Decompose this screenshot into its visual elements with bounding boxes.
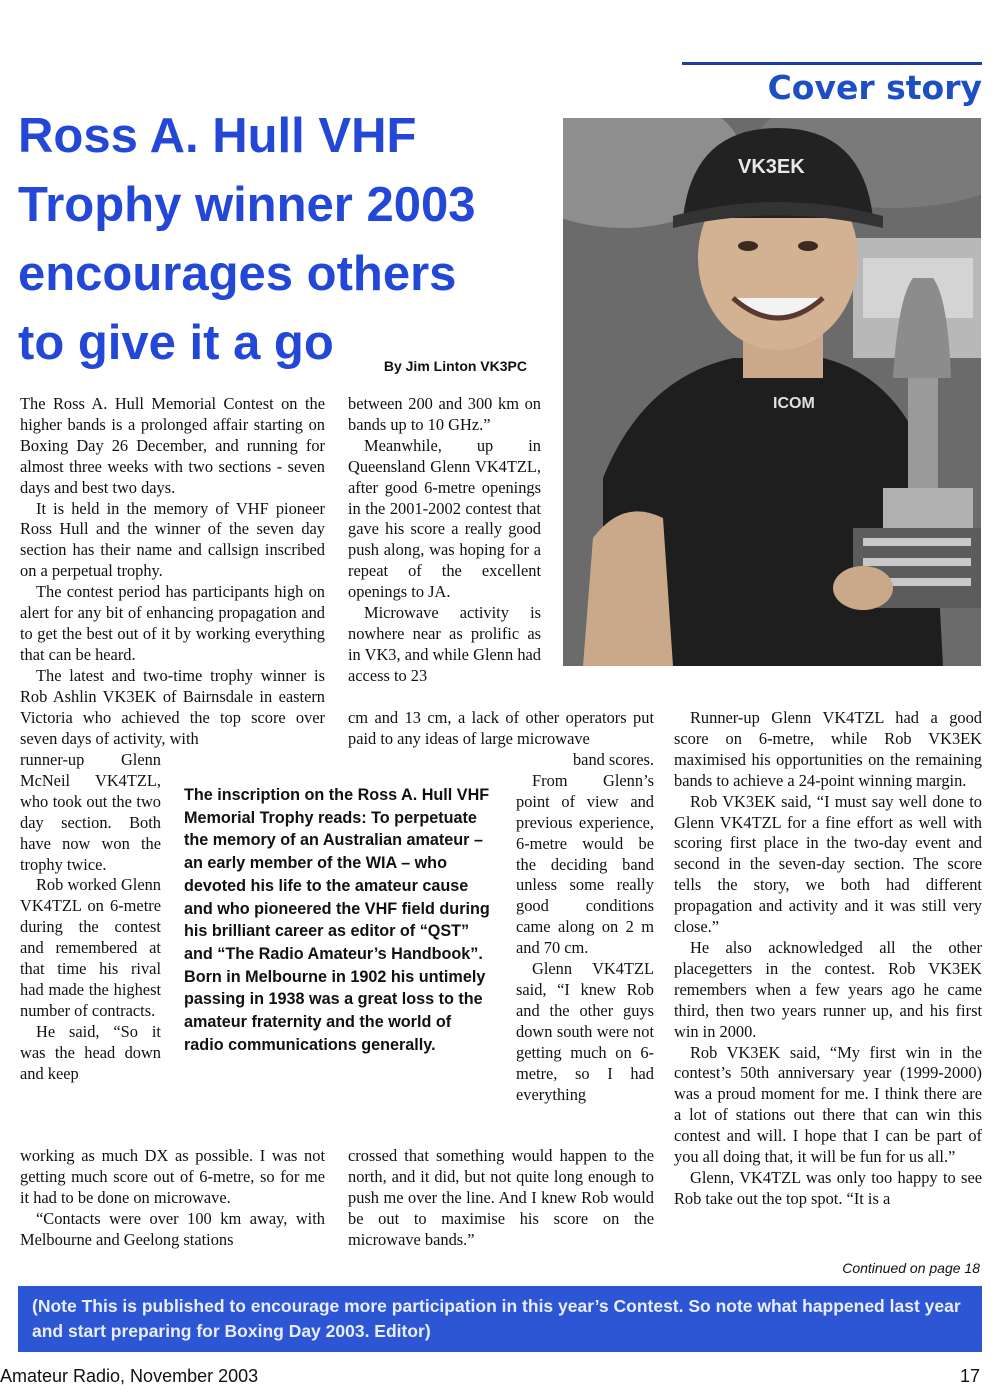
- paragraph: Rob VK3EK said, “My first win in the contest’s 50th anniversary year (1999-2000) was a proud moment for me. I think there are a lot of stations out there that can win this contest and will. I hope that I can be part of you all doing that, it will be fun for us all.”: [674, 1042, 982, 1167]
- article-column-1-narrow: [20, 750, 161, 1085]
- paragraph: Meanwhile, up in Queensland Glenn VK4TZL, after good 6-metre openings in the 2001-2002 contest that gave his score a really good push along, was hoping for a repeat of the excellent openings to JA.: [348, 435, 541, 602]
- paragraph: between 200 and 300 km on bands up to 10 GHz.”: [348, 394, 541, 434]
- article-column-2-bottom: [348, 1146, 654, 1251]
- article-column-2-wide: [348, 708, 654, 750]
- paragraph: Glenn, VK4TZL was only too happy to see Rob take out the top spot. “It is a: [674, 1167, 982, 1208]
- continued-link[interactable]: Continued on page 18: [842, 1260, 980, 1276]
- paragraph: He also acknowledged all the other placegetters in the contest. Rob VK3EK remembers when a few years ago he came third, then two years runner up, and his first win in 2000.: [674, 937, 982, 1041]
- editor-note-banner: [18, 1286, 982, 1352]
- article-column-1-bottom: [20, 1146, 325, 1251]
- section-tag: Cover story: [682, 62, 982, 111]
- article-column-2-top: [348, 394, 541, 687]
- paragraph: “Contacts were over 100 km away, with Melbourne and Geelong stations: [20, 1208, 325, 1249]
- paragraph: It is held in the memory of VHF pioneer Ross Hull and the winner of the seven day section has their name and callsign inscribed on a perpetual trophy.: [20, 498, 325, 581]
- article-column-2-narrow: [516, 750, 654, 1105]
- headline: [18, 102, 548, 378]
- paragraph: Runner-up Glenn VK4TZL had a good score on 6-metre, while Rob VK3EK maximised his opportunities on the remaining bands to achieve a 24-point winning margin.: [674, 708, 982, 790]
- paragraph: runner-up Glenn McNeil VK4TZL, who took out the two day section. Both have now won the trophy twice.: [20, 750, 161, 874]
- photo-illustration: [563, 118, 981, 666]
- trophy-photo: [563, 118, 981, 666]
- paragraph: Microwave activity is nowhere near as prolific as in VK3, and while Glenn had access to 23: [348, 603, 541, 685]
- article-column-3: [674, 708, 982, 1210]
- article-column-1-top: [20, 394, 325, 749]
- paragraph: The latest and two-time trophy winner is Rob Ashlin VK3EK of Bairnsdale in eastern Victoria who achieved the top score over seven days of activity, with: [20, 665, 325, 748]
- editor-note-text: (Note This is published to encourage more participation in this year’s Contest. So note what happened last year and start preparing for Boxing Day 2003. Editor): [32, 1296, 961, 1341]
- paragraph: crossed that something would happen to the north, and it did, but not quite long enough to push me over the line. And I knew Rob would be out to maximise his score on the microwave bands.”: [348, 1146, 654, 1249]
- paragraph: band scores.: [572, 750, 654, 769]
- headline-line: encourages others: [18, 247, 457, 301]
- paragraph: cm and 13 cm, a lack of other operators put paid to any ideas of large microwave: [348, 708, 654, 748]
- paragraph: Glenn VK4TZL said, “I knew Rob and the other guys down south were not getting much on 6-metre, so I had everything: [516, 959, 654, 1104]
- headline-line: Ross A. Hull VHF: [18, 109, 417, 163]
- paragraph: From Glenn’s point of view and previous experience, 6-metre would be the deciding band unless some really good conditions came along on 2 m and 70 cm.: [516, 770, 654, 958]
- footer-publication: Amateur Radio, November 2003: [0, 1366, 259, 1386]
- cap-text: VK3EK: [738, 156, 805, 178]
- headline-line: Trophy winner 2003: [18, 178, 476, 232]
- paragraph: Rob worked Glenn VK4TZL on 6-metre during the contest and remembered at that time his rival had made the highest number of contracts.: [20, 875, 161, 1020]
- footer-page-number: 17: [959, 1366, 980, 1386]
- paragraph: The Ross A. Hull Memorial Contest on the higher bands is a prolonged affair starting on Boxing Day 26 December, and running for almost three weeks with two sections - seven days and best two days.: [20, 394, 325, 497]
- paragraph: Rob VK3EK said, “I must say well done to Glenn VK4TZL for a fine effort as well with scoring first place in the two-day event and second in the seven-day section. The score tells the story, we both had different propagation and activity and it was still very close.”: [674, 791, 982, 937]
- paragraph: The contest period has participants high on alert for any bit of enhancing propagation and to get the best out of it by working everything that can be heard.: [20, 582, 325, 664]
- paragraph: working as much DX as possible. I was not getting much score out of 6-metre, so for me it had to be done on microwave.: [20, 1146, 325, 1207]
- shirt-logo: ICOM: [773, 395, 815, 412]
- headline-line: to give it a go: [18, 316, 334, 370]
- byline: By Jim Linton VK3PC: [383, 358, 527, 374]
- paragraph: He said, “So it was the head down and keep: [20, 1021, 161, 1083]
- inscription-callout: The inscription on the Ross A. Hull VHF Memorial Trophy reads: To perpetuate the memory of an Australian amateur – an early member of the WIA – who devoted his life to the amateur cause and who pioneered the VHF field during his brilliant career as editor of “QST” and “The Radio Amateur’s Handbook”. Born in Melbourne in 1902 his untimely passing in 1938 was a great loss to the amateur fraternity and the world of radio communications generally.: [184, 786, 490, 1054]
